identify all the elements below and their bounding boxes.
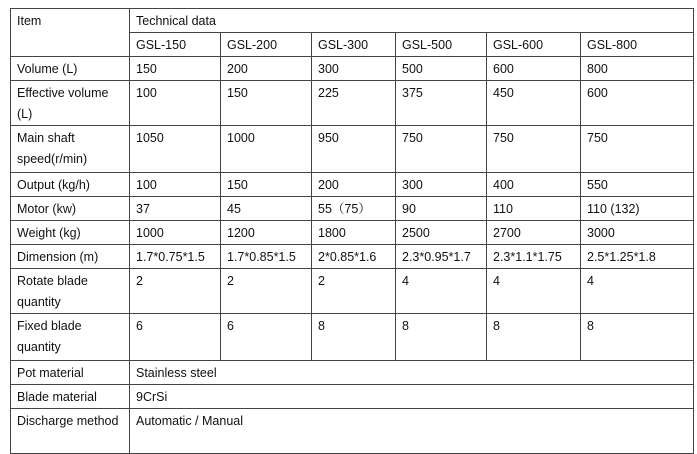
value-cell: 8 (487, 314, 581, 361)
value-cell: 300 (312, 57, 396, 81)
value-cell: 1000 (130, 221, 221, 245)
model-header-cell: GSL-500 (396, 33, 487, 57)
table-row (11, 385, 694, 409)
merged-value-cell: 9CrSi (130, 385, 694, 409)
value-cell: 550 (581, 173, 694, 197)
row-label-cell: Effective volume (L) (11, 81, 130, 126)
row-label-cell: Main shaft speed(r/min) (11, 126, 130, 173)
value-cell: 750 (396, 126, 487, 173)
value-cell: 2.3*1.1*1.75 (487, 245, 581, 269)
value-cell: 450 (487, 81, 581, 126)
value-cell: 150 (221, 173, 312, 197)
value-cell: 8 (396, 314, 487, 361)
header-row (11, 9, 694, 33)
value-cell: 4 (581, 269, 694, 314)
value-cell: 2.5*1.25*1.8 (581, 245, 694, 269)
value-cell: 200 (221, 57, 312, 81)
value-cell: 8 (312, 314, 396, 361)
row-label-cell: Fixed blade quantity (11, 314, 130, 361)
table-row (11, 361, 694, 385)
value-cell: 2 (130, 269, 221, 314)
row-label-cell: Volume (L) (11, 57, 130, 81)
value-cell: 500 (396, 57, 487, 81)
value-cell: 200 (312, 173, 396, 197)
value-cell: 110 (487, 197, 581, 221)
row-label-cell: Pot material (11, 361, 130, 385)
table-row (11, 81, 694, 126)
value-cell: 600 (581, 81, 694, 126)
value-cell: 750 (487, 126, 581, 173)
merged-value-cell: Stainless steel (130, 361, 694, 385)
value-cell: 45 (221, 197, 312, 221)
model-header-cell: GSL-600 (487, 33, 581, 57)
value-cell: 600 (487, 57, 581, 81)
value-cell: 150 (130, 57, 221, 81)
row-label-cell: Weight (kg) (11, 221, 130, 245)
model-header-cell: GSL-800 (581, 33, 694, 57)
value-cell: 750 (581, 126, 694, 173)
table-row (11, 197, 694, 221)
value-cell: 6 (130, 314, 221, 361)
table-row (11, 57, 694, 81)
item-header-cell: Item (11, 9, 130, 57)
row-label-cell: Dimension (m) (11, 245, 130, 269)
value-cell: 1800 (312, 221, 396, 245)
merged-value-cell: Automatic / Manual (130, 409, 694, 454)
value-cell: 800 (581, 57, 694, 81)
value-cell: 2700 (487, 221, 581, 245)
value-cell: 3000 (581, 221, 694, 245)
value-cell: 1.7*0.85*1.5 (221, 245, 312, 269)
value-cell: 1000 (221, 126, 312, 173)
value-cell: 1050 (130, 126, 221, 173)
value-cell: 1.7*0.75*1.5 (130, 245, 221, 269)
value-cell: 110 (132) (581, 197, 694, 221)
technical-data-header-cell: Technical data (130, 9, 694, 33)
value-cell: 6 (221, 314, 312, 361)
value-cell: 2*0.85*1.6 (312, 245, 396, 269)
table-row (11, 173, 694, 197)
value-cell: 2 (221, 269, 312, 314)
table-row (11, 221, 694, 245)
table-row (11, 245, 694, 269)
value-cell: 2 (312, 269, 396, 314)
model-header-cell: GSL-150 (130, 33, 221, 57)
technical-data-table (10, 8, 694, 454)
value-cell: 400 (487, 173, 581, 197)
value-cell: 225 (312, 81, 396, 126)
table-row (11, 269, 694, 314)
model-header-cell: GSL-200 (221, 33, 312, 57)
table-row (11, 314, 694, 361)
value-cell: 2500 (396, 221, 487, 245)
table-row (11, 409, 694, 454)
value-cell: 100 (130, 173, 221, 197)
model-header-cell: GSL-300 (312, 33, 396, 57)
value-cell: 4 (396, 269, 487, 314)
value-cell: 8 (581, 314, 694, 361)
value-cell: 150 (221, 81, 312, 126)
value-cell: 1200 (221, 221, 312, 245)
value-cell: 2.3*0.95*1.7 (396, 245, 487, 269)
value-cell: 100 (130, 81, 221, 126)
value-cell: 55（75） (312, 197, 396, 221)
row-label-cell: Motor (kw) (11, 197, 130, 221)
value-cell: 300 (396, 173, 487, 197)
value-cell: 950 (312, 126, 396, 173)
row-label-cell: Discharge method (11, 409, 130, 454)
value-cell: 37 (130, 197, 221, 221)
row-label-cell: Blade material (11, 385, 130, 409)
value-cell: 375 (396, 81, 487, 126)
row-label-cell: Rotate blade quantity (11, 269, 130, 314)
value-cell: 4 (487, 269, 581, 314)
table-row (11, 126, 694, 173)
row-label-cell: Output (kg/h) (11, 173, 130, 197)
value-cell: 90 (396, 197, 487, 221)
